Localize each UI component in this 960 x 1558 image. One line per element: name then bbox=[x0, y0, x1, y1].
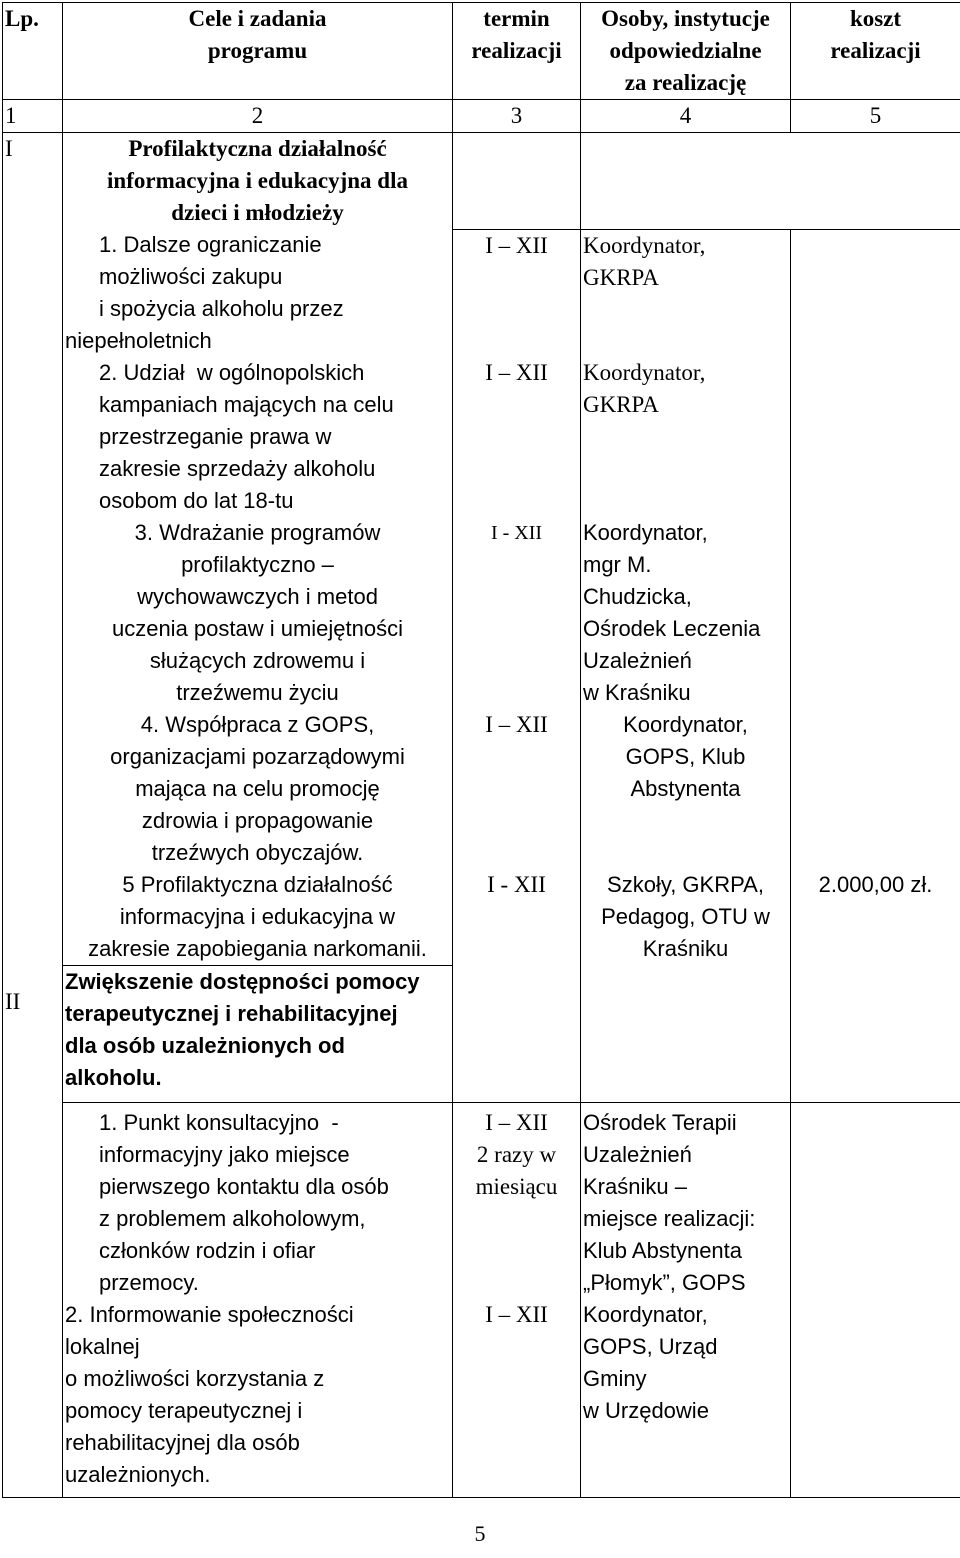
col-number-5: 5 bbox=[791, 100, 960, 133]
task-2-2-persons: Koordynator, GOPS, Urząd Gminy w Urzędowie bbox=[581, 1299, 791, 1498]
task-1-5-persons: Szkoły, GKRPA, Pedagog, OTU w Kraśniku bbox=[581, 869, 791, 966]
task-1-3-persons: Koordynator, mgr M. Chudzicka, Ośrodek Leczenia Uzależnień w Kraśniku bbox=[581, 517, 791, 709]
task-row bbox=[3, 357, 960, 517]
task-2-2-cost bbox=[791, 1299, 960, 1498]
header-row bbox=[3, 3, 960, 100]
task-1-2-persons: Koordynator, GKRPA bbox=[581, 357, 791, 517]
task-2-1-persons: Ośrodek Terapii Uzależnień Kraśniku – miejsce realizacji: Klub Abstynenta „Płomyk”, GOPS bbox=[581, 1103, 791, 1300]
section-1-title: Profilaktyczna działalność informacyjna i edukacyjna dla dzieci i młodzieży bbox=[63, 133, 453, 230]
section-2-cost-cell bbox=[791, 966, 960, 1103]
section-2-title: Zwiększenie dostępności pomocy terapeutycznej i rehabilitacyjnej dla osób uzależnionych od alkoholu. bbox=[63, 966, 453, 1103]
task-2-1-text: 1. Punkt konsultacyjno - informacyjny jako miejsce pierwszego kontaktu dla osób z problemem alkoholowym, członków rodzin i ofiar przemocy. bbox=[63, 1103, 453, 1300]
task-1-2-text: 2. Udział w ogólnopolskich kampaniach mających na celu przestrzeganie prawa w zakresie sprzedaży alkoholu osobom do lat 18-tu bbox=[63, 357, 453, 517]
task-2-1-term: I – XII 2 razy w miesiącu bbox=[453, 1103, 581, 1300]
task-1-5-cost: 2.000,00 zł. bbox=[791, 869, 960, 966]
header-lp: Lp. bbox=[3, 3, 63, 100]
task-1-1-text: 1. Dalsze ograniczanie możliwości zakupu i spożycia alkoholu przez niepełnoletnich bbox=[63, 229, 453, 357]
task-1-4-term: I – XII bbox=[453, 709, 581, 869]
col-number-1: 1 bbox=[3, 100, 63, 133]
task-row bbox=[3, 1103, 960, 1300]
section-2-title-row bbox=[3, 966, 960, 1103]
task-1-2-term: I – XII bbox=[453, 357, 581, 517]
header-cost: koszt realizacji bbox=[791, 3, 960, 100]
task-1-5-term: I - XII bbox=[453, 869, 581, 966]
col-number-3: 3 bbox=[453, 100, 581, 133]
task-1-3-text: 3. Wdrażanie programów profilaktyczno – wychowawczych i metod uczenia postaw i umiejętności służących zdrowemu i trzeźwemu życiu bbox=[63, 517, 453, 709]
task-1-4-persons: Koordynator, GOPS, Klub Abstynenta bbox=[581, 709, 791, 869]
task-1-4-text: 4. Współpraca z GOPS, organizacjami pozarządowymi mająca na celu promocję zdrowia i propagowanie trzeźwych obyczajów. bbox=[63, 709, 453, 869]
task-row bbox=[3, 517, 960, 709]
task-2-1-cost bbox=[791, 1103, 960, 1300]
task-row bbox=[3, 229, 960, 357]
task-1-4-cost bbox=[791, 709, 960, 869]
header-persons: Osoby, instytucje odpowiedzialne za realizację bbox=[581, 3, 791, 100]
task-1-3-term: I - XII bbox=[453, 517, 581, 709]
task-1-1-term: I – XII bbox=[453, 229, 581, 357]
section-1-lp: I bbox=[3, 133, 63, 966]
task-row bbox=[3, 869, 960, 966]
task-row bbox=[3, 1299, 960, 1498]
section-1-persons-cell bbox=[581, 133, 960, 230]
task-2-2-text: 2. Informowanie społeczności lokalnej o możliwości korzystania z pomocy terapeutycznej i rehabilitacyjnej dla osób uzależnionych. bbox=[63, 1299, 453, 1498]
task-1-2-cost bbox=[791, 357, 960, 517]
col-number-2: 2 bbox=[63, 100, 453, 133]
task-1-5-text: 5 Profilaktyczna działalność informacyjna i edukacyjna w zakresie zapobiegania narkomanii. bbox=[63, 869, 453, 966]
column-numbers-row bbox=[3, 100, 960, 133]
task-1-1-persons: Koordynator, GKRPA bbox=[581, 229, 791, 357]
section-2-term-cell bbox=[453, 966, 581, 1103]
task-2-2-term: I – XII bbox=[453, 1299, 581, 1498]
page-number: 5 bbox=[474, 1521, 486, 1546]
header-goals: Cele i zadania programu bbox=[63, 3, 453, 100]
program-table bbox=[2, 2, 960, 1498]
task-1-3-cost bbox=[791, 517, 960, 709]
task-row bbox=[3, 709, 960, 869]
col-number-4: 4 bbox=[581, 100, 791, 133]
header-term: termin realizacji bbox=[453, 3, 581, 100]
task-1-1-cost bbox=[791, 229, 960, 357]
section-2-persons-cell bbox=[581, 966, 791, 1103]
section-1-term-cell bbox=[453, 133, 581, 230]
section-1-title-row bbox=[3, 133, 960, 230]
section-2-lp: II bbox=[3, 966, 63, 1498]
